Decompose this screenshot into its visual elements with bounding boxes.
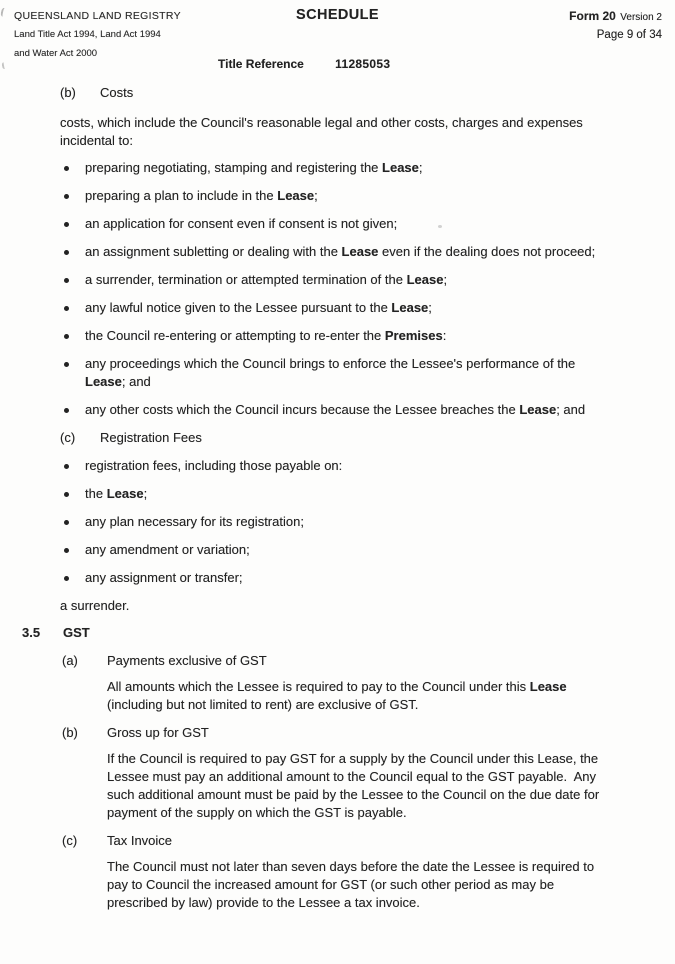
bullet-icon	[64, 576, 69, 581]
text-line	[107, 696, 650, 714]
defined-term: Lease	[519, 402, 557, 417]
defined-term: Lease	[277, 188, 315, 203]
text-line	[107, 768, 650, 786]
form-version: Version 2	[620, 12, 662, 23]
text-segment: the Council re-entering or attempting to re-enter the	[85, 328, 385, 343]
form-info-block	[569, 7, 662, 41]
text-segment: All amounts which the Lessee is required to pay to the Council under this	[107, 679, 530, 694]
clause-label: (c)	[62, 833, 78, 848]
section-title: GST	[63, 625, 90, 640]
bullet-item	[0, 485, 675, 503]
clause-title: Gross up for GST	[107, 725, 209, 740]
text-segment: an application for consent even if consent is not given;	[85, 216, 398, 231]
text-line	[85, 299, 645, 317]
clause-title: Payments exclusive of GST	[107, 653, 267, 668]
text-segment: Lessee must pay an additional amount to the Council equal to the GST payable. Any	[107, 769, 597, 784]
defined-term: Lease	[106, 486, 144, 501]
text-segment: ; and	[121, 374, 151, 389]
bullet-item	[0, 355, 675, 391]
bullet-icon	[64, 278, 69, 283]
text-line	[85, 373, 645, 391]
bullet-icon	[64, 306, 69, 311]
paragraph	[0, 678, 675, 714]
bullet-icon	[64, 520, 69, 525]
paragraph	[0, 114, 675, 150]
bullet-item	[0, 271, 675, 289]
text-line	[85, 401, 645, 419]
document-body	[0, 84, 675, 912]
registry-name: QUEENSLAND LAND REGISTRY	[14, 10, 181, 22]
bullet-icon	[64, 222, 69, 227]
bullet-icon	[64, 464, 69, 469]
bullet-item	[0, 569, 675, 587]
text-segment: incidental to:	[60, 133, 133, 148]
bullet-item	[0, 299, 675, 317]
text-line	[85, 457, 645, 475]
defined-term: Lease	[391, 300, 429, 315]
bullet-item	[0, 159, 675, 177]
text-segment: the	[85, 486, 107, 501]
text-segment: pay to Council the increased amount for GST (or such other period as may be	[107, 877, 555, 892]
text-line	[107, 876, 650, 894]
text-segment: ;	[314, 188, 318, 203]
text-segment: any proceedings which the Council brings to enforce the Lessee's performance of the	[85, 356, 576, 371]
form-line	[569, 7, 662, 25]
text-segment: any other costs which the Council incurs because the Lessee breaches the	[85, 402, 520, 417]
bullet-text	[85, 457, 645, 475]
bullet-icon	[64, 408, 69, 413]
scan-artifact	[1, 62, 8, 70]
bullet-icon	[64, 250, 69, 255]
bullet-icon	[64, 548, 69, 553]
bullet-text	[85, 569, 645, 587]
form-number: Form 20	[569, 9, 616, 23]
page-number: Page 9 of 34	[596, 29, 662, 41]
text-segment: costs, which include the Council's reasonable legal and other costs, charges and expenses	[60, 115, 583, 130]
text-line	[60, 114, 635, 132]
title-reference-value: 11285053	[335, 57, 391, 71]
text-segment: :	[442, 328, 447, 343]
title-reference	[218, 57, 390, 71]
text-line	[85, 541, 645, 559]
bullet-text	[85, 187, 645, 205]
bullet-text	[85, 271, 645, 289]
paragraph	[0, 858, 675, 912]
clause-label: (c)	[60, 430, 76, 445]
text-segment: any amendment or variation;	[85, 542, 250, 557]
text-segment: ; and	[556, 402, 586, 417]
bullet-item	[0, 401, 675, 419]
bullet-text	[85, 215, 645, 233]
text-line	[85, 159, 645, 177]
bullet-item	[0, 243, 675, 261]
bullet-text	[85, 485, 645, 503]
section-heading	[0, 624, 675, 642]
bullet-icon	[64, 362, 69, 367]
text-line	[107, 678, 650, 696]
text-segment: any lawful notice given to the Lessee pursuant to the	[85, 300, 392, 315]
clause-title: Registration Fees	[100, 430, 202, 445]
title-reference-label: Title Reference	[218, 57, 304, 71]
text-line	[85, 513, 645, 531]
text-line	[107, 786, 650, 804]
text-line	[85, 243, 645, 261]
defined-term: Lease	[529, 679, 567, 694]
bullet-item	[0, 457, 675, 475]
text-segment: any plan necessary for its registration;	[85, 514, 304, 529]
text-line	[107, 894, 650, 912]
bullet-icon	[64, 194, 69, 199]
text-line	[85, 569, 645, 587]
clause-label: (b)	[60, 85, 76, 100]
bullet-item	[0, 187, 675, 205]
registry-acts-line2: and Water Act 2000	[14, 48, 98, 59]
text-segment: payment of the supply on which the GST is payable.	[107, 805, 407, 820]
text-line	[107, 804, 650, 822]
registry-acts-line1: Land Title Act 1994, Land Act 1994	[14, 29, 161, 40]
defined-term: Lease	[382, 160, 419, 175]
bullet-text	[85, 355, 645, 391]
clause-heading	[0, 84, 675, 102]
clause-heading	[0, 652, 675, 670]
text-segment: ;	[418, 160, 423, 175]
text-line	[60, 597, 635, 615]
text-segment: ;	[143, 486, 148, 501]
bullet-item	[0, 215, 675, 233]
text-segment: any assignment or transfer;	[85, 570, 243, 585]
section-number: 3.5	[22, 625, 41, 640]
text-segment: ;	[443, 272, 448, 287]
defined-term: Lease	[406, 272, 444, 287]
bullet-icon	[64, 166, 69, 171]
bullet-item	[0, 513, 675, 531]
text-segment: ;	[428, 300, 432, 315]
text-line	[85, 271, 645, 289]
clause-heading	[0, 832, 675, 850]
clause-label: (a)	[62, 653, 78, 668]
text-segment: registration fees, including those payable on:	[85, 458, 343, 473]
text-line	[85, 187, 645, 205]
clause-title: Tax Invoice	[107, 833, 173, 848]
text-line	[85, 485, 645, 503]
paragraph	[0, 750, 675, 822]
bullet-text	[85, 327, 645, 345]
clause-heading	[0, 724, 675, 742]
bullet-text	[85, 159, 645, 177]
text-line	[107, 858, 650, 876]
bullet-text	[85, 299, 645, 317]
bullet-item	[0, 541, 675, 559]
clause-heading	[0, 429, 675, 447]
bullet-text	[85, 243, 645, 261]
text-segment: an assignment subletting or dealing with the	[85, 244, 342, 259]
text-segment: a surrender, termination or attempted termination of the	[85, 272, 407, 287]
bullet-text	[85, 513, 645, 531]
clause-label: (b)	[62, 725, 78, 740]
bullet-icon	[64, 334, 69, 339]
text-segment: preparing negotiating, stamping and registering the	[85, 160, 383, 175]
text-segment: such additional amount must be paid by the Lessee to the Council on the due date for	[107, 787, 600, 802]
text-segment: (including but not limited to rent) are exclusive of GST.	[107, 697, 419, 712]
text-segment: The Council must not later than seven days before the date the Lessee is required to	[107, 859, 595, 874]
text-line	[60, 132, 635, 150]
bullet-text	[85, 541, 645, 559]
schedule-title: SCHEDULE	[296, 7, 379, 23]
bullet-item	[0, 327, 675, 345]
text-segment: prescribed by law) provide to the Lessee a tax invoice.	[107, 895, 420, 910]
defined-term: Lease	[341, 244, 379, 259]
clause-title: Costs	[100, 85, 134, 100]
text-line	[85, 215, 645, 233]
bullet-text	[85, 401, 645, 419]
text-line	[85, 355, 645, 373]
text-segment: a surrender.	[60, 598, 130, 613]
text-segment: If the Council is required to pay GST for a supply by the Council under this Lease, the	[107, 751, 599, 766]
paragraph	[0, 597, 675, 615]
defined-term: Premises	[384, 328, 443, 343]
bullet-icon	[64, 492, 69, 497]
text-segment: even if the dealing does not proceed;	[378, 244, 596, 259]
text-line	[85, 327, 645, 345]
text-line	[107, 750, 650, 768]
text-segment: preparing a plan to include in the	[85, 188, 278, 203]
defined-term: Lease	[85, 374, 122, 389]
